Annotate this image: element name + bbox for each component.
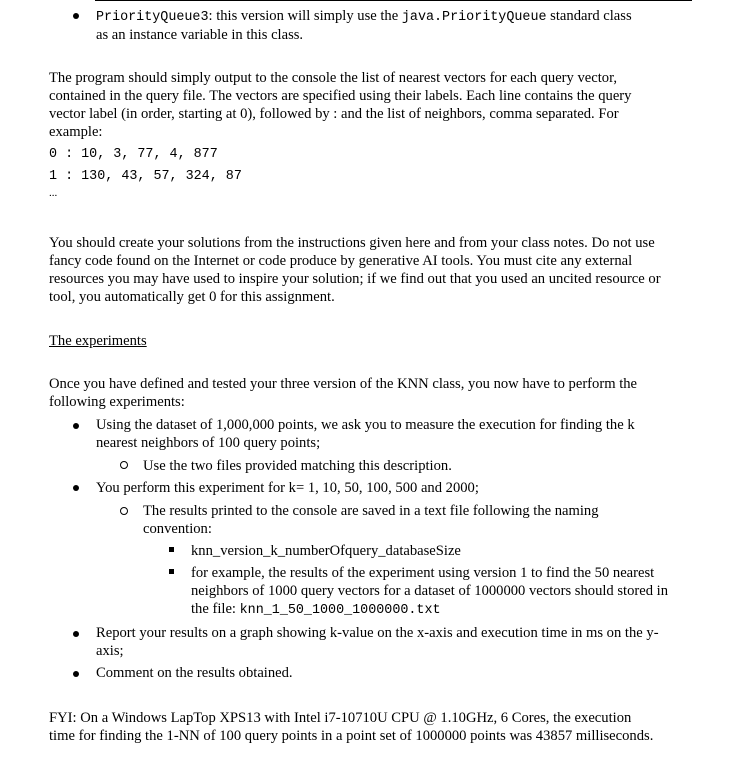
sub-bullet-circle <box>120 507 128 515</box>
bullet-dot <box>73 423 79 429</box>
pq3-line2: as an instance variable in this class. <box>96 27 304 43</box>
square-bullet <box>169 547 174 552</box>
square-bullet <box>169 569 174 574</box>
example-ellipsis: ... <box>49 187 58 199</box>
experiments-intro: Once you have defined and tested your three version of the KNN class, you now have to perform the following experiments: <box>49 376 638 410</box>
naming-convention: knn_version_k_numberOfquery_databaseSize <box>191 543 461 559</box>
table-border-line <box>95 0 692 1</box>
sub-bullet-circle <box>120 461 128 469</box>
bullet-1-sub: Use the two files provided matching this description. <box>143 458 452 474</box>
bullet-dot <box>73 485 79 491</box>
pq3-line1: PriorityQueue3: this version will simply use the java.PriorityQueue standard class <box>96 8 632 25</box>
bullet-dot <box>73 671 79 677</box>
example-output-line-2: 1 : 130, 43, 57, 324, 87 <box>49 169 242 184</box>
bullet-2-sub: The results printed to the console are saved in a text file following the naming convention: <box>143 503 599 537</box>
java-priorityqueue-code: java.PriorityQueue <box>401 10 547 25</box>
bullet-dot <box>73 631 79 637</box>
fyi-paragraph: FYI: On a Windows LapTop XPS13 with Intel i7-10710U CPU @ 1.10GHz, 6 Cores, the execution time for finding the 1-NN of 100 query points in a point set of 1000000 points was 43857 milliseconds. <box>49 710 654 744</box>
policy-paragraph: You should create your solutions from the instructions given here and from your class notes. Do not use fancy code found on the Internet or code produce by generative AI tools. You must cite any external resources you may have used to inspire your solution; if we find out that you used an uncited resource or tool, you automatically get 0 for this assignment. <box>49 235 661 305</box>
example-output-line-1: 0 : 10, 3, 77, 4, 877 <box>49 147 218 162</box>
example-filename: knn_1_50_1000_1000000.txt <box>239 603 441 618</box>
experiments-heading: The experiments <box>49 333 147 349</box>
pq3-class-name: PriorityQueue3 <box>96 10 209 25</box>
bullet-dot <box>73 13 79 19</box>
bullet-3: Report your results on a graph showing k-value on the x-axis and execution time in ms on the y- axis; <box>96 625 659 659</box>
bullet-4: Comment on the results obtained. <box>96 665 293 681</box>
output-paragraph: The program should simply output to the console the list of nearest vectors for each query vector, contained in the query file. The vectors are specified using their labels. Each line contains the query vector label (in order, starting at 0), followed by : and the list of neighbors, comma separated. For example: <box>49 70 632 140</box>
example-item: for example, the results of the experiment using version 1 to find the 50 nearest neighbors of 1000 query vectors for a dataset of 1000000 vectors should stored in the file: knn_1_50_1000_1000000.txt <box>191 565 669 618</box>
bullet-2: You perform this experiment for k= 1, 10, 50, 100, 500 and 2000; <box>96 480 479 496</box>
bullet-1: Using the dataset of 1,000,000 points, we ask you to measure the execution for finding the k nearest neighbors of 100 query points; <box>96 417 635 451</box>
